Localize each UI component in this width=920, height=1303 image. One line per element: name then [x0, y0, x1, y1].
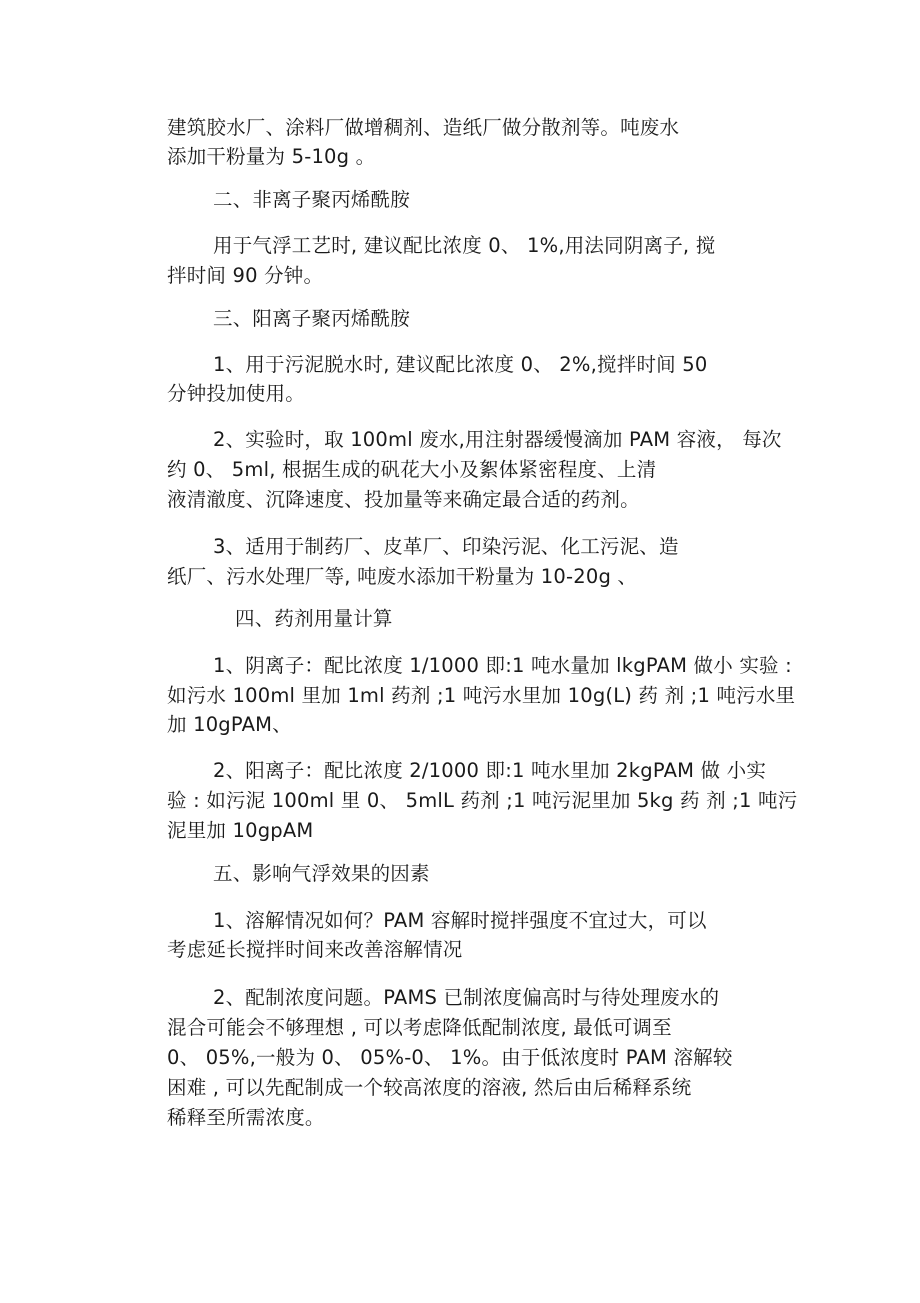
- section-4-p2-line-2: 验 : 如污泥 100ml 里 0、 5mlL 药剂 ;1 吨污泥里加 5kg 药 剂 ;1 吨污: [167, 789, 798, 812]
- section-4-p2-line-3: 泥里加 10gpAM: [167, 819, 314, 842]
- section-4-p1-line-2: 如污水 100ml 里加 1ml 药剂 ;1 吨污水里加 10g(L) 药 剂 ;1 吨污水里: [167, 684, 796, 707]
- section-3-p2-line-2: 约 0、 5ml, 根据生成的矾花大小及絮体紧密程度、上清: [167, 458, 657, 481]
- section-4-heading: 四、药剂用量计算: [235, 607, 393, 630]
- section-3-p1-line-1: 1、用于污泥脱水时, 建议配比浓度 0、 2%,搅拌时间 50: [213, 353, 708, 376]
- section-3-p3-line-1: 3、适用于制药厂、皮革厂、印染污泥、化工污泥、造: [213, 535, 679, 558]
- section-2-heading: 二、非离子聚丙烯酰胺: [213, 188, 411, 211]
- section-5-p2-line-2: 混合可能会不够理想 , 可以考虑降低配制浓度, 最低可调至: [167, 1016, 672, 1039]
- section-2-p1-line-2: 拌时间 90 分钟。: [167, 264, 324, 287]
- section-5-heading: 五、影响气浮效果的因素: [213, 862, 430, 885]
- section-4-p1-line-1: 1、阴离子：配比浓度 1/1000 即:1 吨水量加 lkgPAM 做小 实验 :: [213, 654, 792, 677]
- intro-line-1: 建筑胶水厂、涂料厂做增稠剂、造纸厂做分散剂等。吨废水: [167, 116, 680, 139]
- section-5-p2-line-3: 0、 05%,一般为 0、 05%-0、 1%。由于低浓度时 PAM 溶解较: [167, 1046, 733, 1069]
- section-3-p2-line-3: 液清澈度、沉降速度、投加量等来确定最合适的药剂。: [167, 488, 640, 511]
- section-3-p2-line-1: 2、实验时，取 100ml 废水,用注射器缓慢滴加 PAM 容液， 每次: [213, 428, 782, 451]
- section-4-p1-line-3: 加 10gPAM、: [167, 713, 292, 736]
- section-3-p1-line-2: 分钟投加使用。: [167, 382, 305, 405]
- intro-line-2: 添加干粉量为 5-10g 。: [167, 145, 376, 168]
- section-5-p2-line-5: 稀释至所需浓度。: [167, 1106, 325, 1129]
- section-4-p2-line-1: 2、阳离子：配比浓度 2/1000 即:1 吨水里加 2kgPAM 做 小实: [213, 759, 767, 782]
- section-5-p1-line-2: 考虑延长搅拌时间来改善溶解情况: [167, 938, 463, 961]
- section-3-p3-line-2: 纸厂、污水处理厂等, 吨废水添加干粉量为 10-20g 、: [167, 565, 638, 588]
- section-3-heading: 三、阳离子聚丙烯酰胺: [213, 307, 411, 330]
- section-5-p2-line-4: 困难 , 可以先配制成一个较高浓度的溶液, 然后由后稀释系统: [167, 1076, 692, 1099]
- section-5-p2-line-1: 2、配制浓度问题。PAMS 已制浓度偏高时与待处理废水的: [213, 986, 720, 1009]
- section-2-p1-line-1: 用于气浮工艺时, 建议配比浓度 0、 1%,用法同阴离子, 搅: [213, 234, 716, 257]
- section-5-p1-line-1: 1、溶解情况如何？PAM 容解时搅拌强度不宜过大，可以: [213, 909, 707, 932]
